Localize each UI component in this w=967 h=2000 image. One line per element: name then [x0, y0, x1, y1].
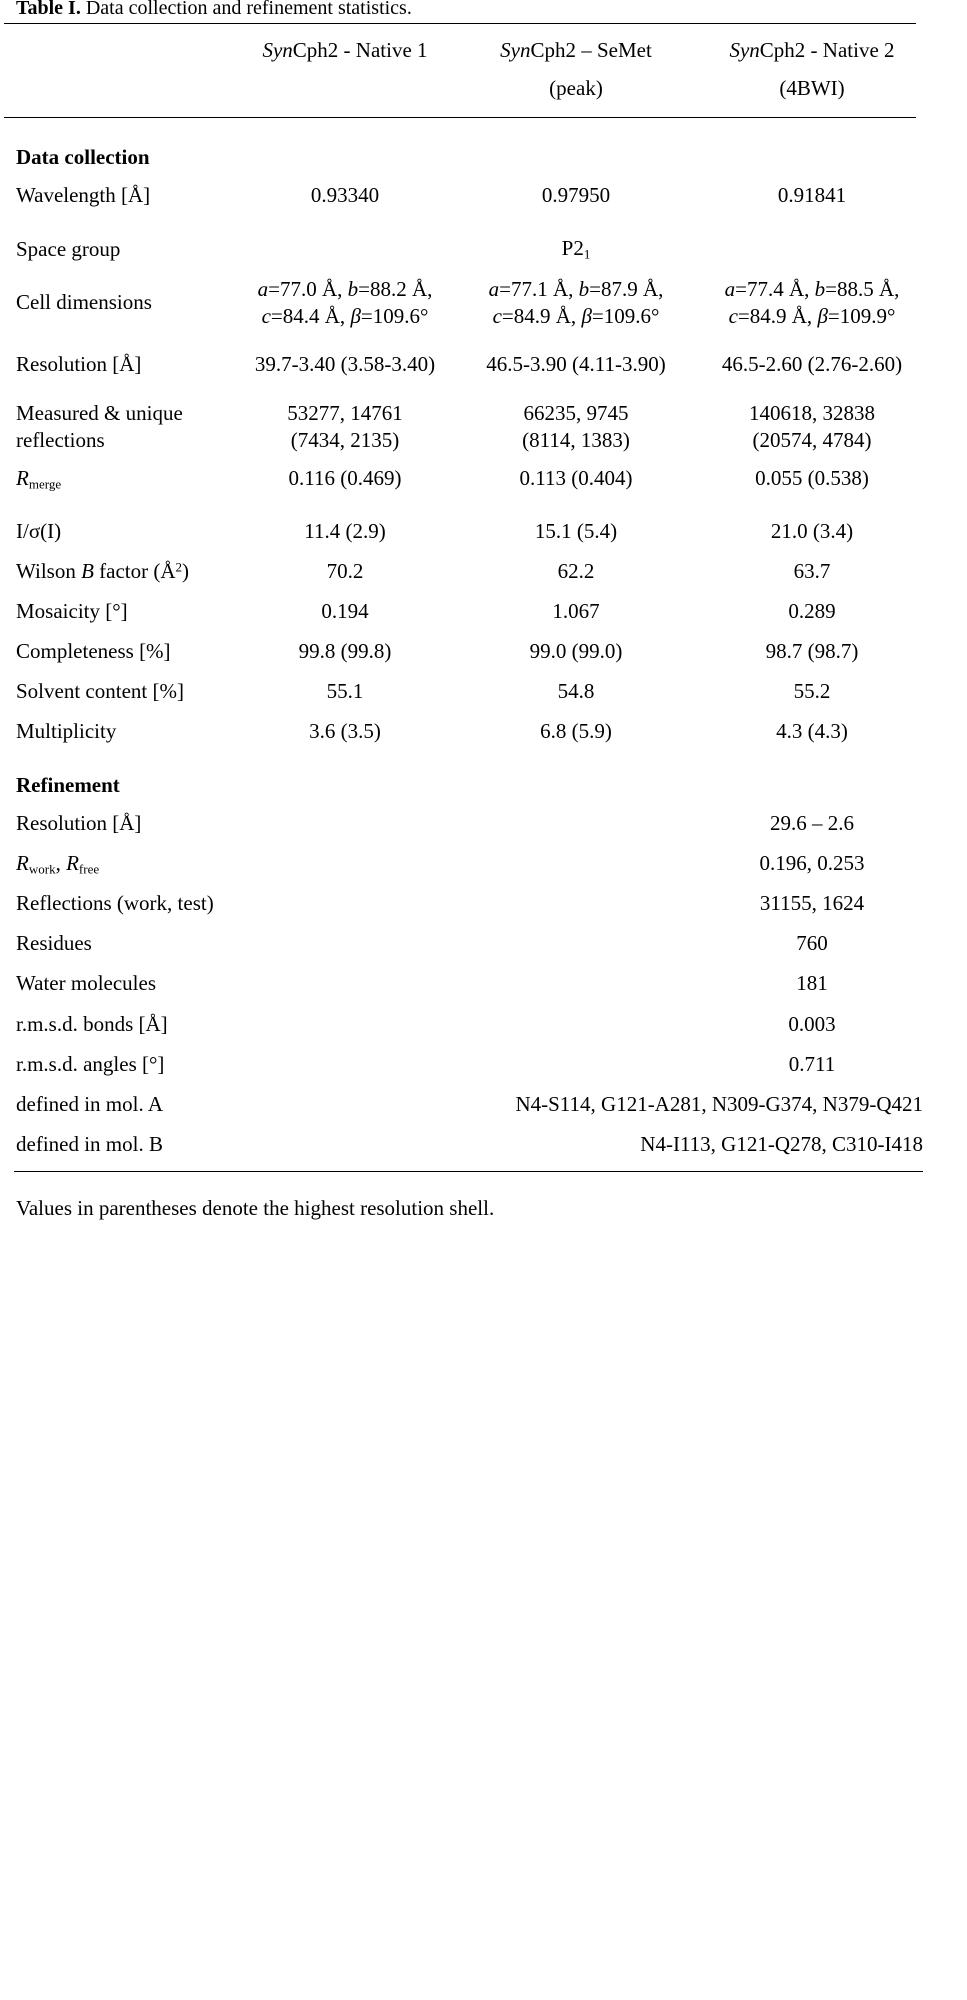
column-header-semet: SynCph2 – SeMet	[500, 38, 652, 62]
cell-completeness-2: 99.0 (99.0)	[529, 639, 623, 663]
cell-mol-b: N4-I113, G121-Q278, C310-I418	[640, 1132, 923, 1156]
row-label-rwork-rfree: $R_{work}$, $R_{free}$	[16, 851, 100, 877]
cell-completeness-1: 99.8 (99.8)	[298, 639, 392, 663]
cell-bonds: 0.003	[788, 1012, 836, 1036]
cell-wilson-2: 62.2	[557, 559, 595, 583]
cell-dimensions-3: a=77.4 Å, b=88.5 Å, c=84.9 Å, β=109.9°	[724, 277, 900, 328]
cell-rmerge-1: 0.116 (0.469)	[288, 466, 402, 490]
section-data-collection: Data collection	[16, 145, 150, 169]
row-label-reflections: Measured & unique reflections	[16, 401, 183, 452]
row-label-ref-reflections: Reflections (work, test)	[16, 891, 214, 915]
rule-header	[4, 117, 916, 118]
row-label-rmerge: $R_{merge}$	[16, 466, 62, 492]
cell-mosaicity-2: 1.067	[552, 599, 600, 623]
cell-rmerge-3: 0.055 (0.538)	[755, 466, 869, 490]
cell-mosaicity-3: 0.289	[788, 599, 836, 623]
rule-bottom	[14, 1171, 923, 1172]
cell-solvent-1: 55.1	[326, 679, 364, 703]
cell-wilson-1: 70.2	[326, 559, 364, 583]
cell-i-sigma-1: 11.4 (2.9)	[304, 519, 386, 543]
row-label-wavelength: Wavelength [Å]	[16, 183, 151, 207]
column-header-native1: SynCph2 - Native 1	[262, 38, 428, 62]
rule-top	[4, 23, 916, 24]
row-label-residues: Residues	[16, 931, 92, 955]
cell-resolution-1: 39.7-3.40 (3.58-3.40)	[254, 352, 436, 376]
cell-reflections-2: 66235, 9745 (8114, 1383)	[522, 401, 630, 452]
cell-i-sigma-2: 15.1 (5.4)	[534, 519, 618, 543]
cell-multiplicity-2: 6.8 (5.9)	[540, 719, 612, 743]
cell-ref-reflections: 31155, 1624	[759, 891, 865, 915]
cell-wavelength-2: 0.97950	[541, 183, 611, 207]
row-label-cell-dimensions: Cell dimensions	[16, 290, 152, 314]
cell-resolution-3: 46.5-2.60 (2.76-2.60)	[721, 352, 903, 376]
row-label-completeness: Completeness [%]	[16, 639, 171, 663]
column-header-native2-line2: (4BWI)	[779, 76, 845, 100]
cell-i-sigma-3: 21.0 (3.4)	[770, 519, 854, 543]
row-label-space-group: Space group	[16, 237, 121, 261]
cell-dimensions-1: a=77.0 Å, b=88.2 Å, c=84.4 Å, β=109.6°	[257, 277, 433, 328]
row-label-mol-a: defined in mol. A	[16, 1092, 163, 1116]
caption-label: Table I.	[16, 0, 81, 19]
row-label-mol-b: defined in mol. B	[16, 1132, 163, 1156]
cell-wilson-3: 63.7	[793, 559, 831, 583]
row-label-angles: r.m.s.d. angles [°]	[16, 1052, 165, 1076]
cell-multiplicity-3: 4.3 (4.3)	[776, 719, 848, 743]
cell-mosaicity-1: 0.194	[321, 599, 369, 623]
cell-solvent-2: 54.8	[557, 679, 595, 703]
cell-space-group: $P2_1$	[561, 236, 591, 262]
cell-wavelength-3: 0.91841	[777, 183, 847, 207]
cell-dimensions-2: a=77.1 Å, b=87.9 Å, c=84.9 Å, β=109.6°	[488, 277, 664, 328]
cell-wavelength-1: 0.93340	[310, 183, 380, 207]
row-label-water: Water molecules	[16, 971, 156, 995]
column-header-semet-line2: (peak)	[549, 76, 603, 100]
cell-mol-a: N4-S114, G121-A281, N309-G374, N379-Q421	[515, 1092, 923, 1116]
row-label-multiplicity: Multiplicity	[16, 719, 117, 743]
cell-solvent-3: 55.2	[793, 679, 831, 703]
section-refinement: Refinement	[16, 773, 120, 797]
cell-angles: 0.711	[788, 1052, 836, 1076]
cell-reflections-1: 53277, 14761 (7434, 2135)	[287, 401, 403, 452]
cell-completeness-3: 98.7 (98.7)	[765, 639, 859, 663]
cell-reflections-3: 140618, 32838 (20574, 4784)	[749, 401, 875, 452]
cell-resolution-2: 46.5-3.90 (4.11-3.90)	[486, 352, 666, 376]
caption-text: Data collection and refinement statistics.	[85, 0, 412, 19]
row-label-bonds: r.m.s.d. bonds [Å]	[16, 1012, 168, 1036]
table-footnote: Values in parentheses denote the highest resolution shell.	[16, 1196, 495, 1220]
cell-rmerge-2: 0.113 (0.404)	[519, 466, 633, 490]
column-header-native2: SynCph2 - Native 2	[729, 38, 895, 62]
cell-rwork-rfree: 0.196, 0.253	[759, 851, 865, 875]
cell-residues: 760	[796, 931, 828, 955]
cell-water: 181	[796, 971, 828, 995]
table-caption	[16, 0, 412, 20]
row-label-resolution: Resolution [Å]	[16, 352, 142, 376]
row-label-i-sigma: I/σ(I)	[16, 519, 62, 543]
row-label-wilson: Wilson B factor $(Å^2)$	[16, 559, 190, 583]
cell-multiplicity-1: 3.6 (3.5)	[309, 719, 381, 743]
row-label-mosaicity: Mosaicity [°]	[16, 599, 128, 623]
row-label-solvent: Solvent content [%]	[16, 679, 184, 703]
row-label-ref-resolution: Resolution [Å]	[16, 811, 142, 835]
cell-ref-resolution: 29.6 – 2.6	[770, 811, 854, 835]
